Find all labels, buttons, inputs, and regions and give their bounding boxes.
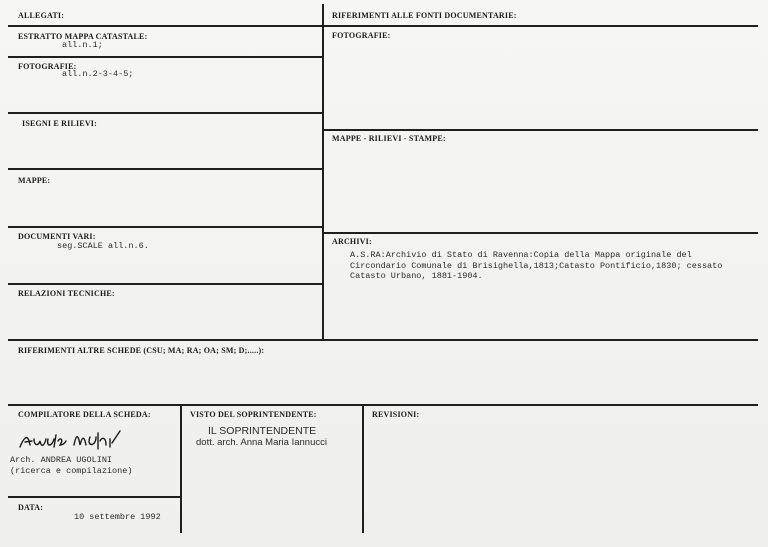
divider [8, 226, 322, 228]
visto-soprintendente-label: VISTO DEL SOPRINTENDENTE: [190, 410, 317, 419]
disegni-rilievi-label: ISEGNI E RILIEVI: [22, 119, 97, 128]
divider [8, 404, 758, 406]
compilatore-signature [16, 427, 146, 455]
documenti-vari-value: seg.SCALE all.n.6. [57, 241, 149, 251]
divider-vertical-main [322, 4, 324, 340]
divider-vertical-visto [362, 405, 364, 533]
divider [323, 25, 758, 27]
compilatore-role: (ricerca e compilazione) [10, 466, 133, 476]
archivi-label: ARCHIVI: [332, 237, 372, 246]
riferimenti-fonti-label: RIFERIMENTI ALLE FONTI DOCUMENTARIE: [332, 11, 517, 20]
riferimenti-altre-schede-label: RIFERIMENTI ALTRE SCHEDE (CSU; MA; RA; OA; SM; D;.....): [18, 346, 265, 355]
divider [323, 129, 758, 131]
compilatore-label: COMPILATORE DELLA SCHEDA: [18, 410, 151, 419]
archivi-text: A.S.RA:Archivio di Stato di Ravenna:Copia della Mappa originale del Circondario Comunale di Brisighella,1813;Catasto Pontificio,1830; cessato Catasto Urbano, 1881-1904. [350, 250, 723, 281]
allegati-label: ALLEGATI: [18, 11, 65, 20]
data-label: DATA: [18, 503, 44, 512]
fotografie-label: FOTOGRAFIE: [18, 62, 77, 71]
soprintendente-title: IL SOPRINTENDENTE [208, 425, 317, 437]
soprintendente-name: dott. arch. Anna Maria Iannucci [196, 437, 327, 448]
mappe-rilievi-stampe-label: MAPPE - RILIEVI - STAMPE: [332, 134, 446, 143]
divider-vertical-compilatore [180, 405, 182, 533]
divider [8, 25, 322, 27]
compilatore-name: Arch. ANDREA UGOLINI [10, 455, 113, 465]
divider [323, 232, 758, 234]
divider [8, 168, 322, 170]
estratto-mappa-value: all.n.1; [62, 40, 103, 50]
data-value: 10 settembre 1992 [74, 512, 161, 522]
fotografie-right-label: FOTOGRAFIE: [332, 31, 391, 40]
divider [8, 339, 758, 341]
relazioni-tecniche-label: RELAZIONI TECNICHE: [18, 289, 115, 298]
divider [8, 496, 180, 498]
estratto-mappa-label: ESTRATTO MAPPA CATASTALE: [18, 32, 148, 41]
divider [8, 56, 322, 58]
mappe-label: MAPPE: [18, 176, 51, 185]
revisioni-label: REVISIONI: [372, 410, 420, 419]
divider [8, 283, 322, 285]
documenti-vari-label: DOCUMENTI VARI: [18, 232, 96, 241]
fotografie-value: all.n.2-3-4-5; [62, 69, 134, 79]
divider [8, 112, 322, 114]
